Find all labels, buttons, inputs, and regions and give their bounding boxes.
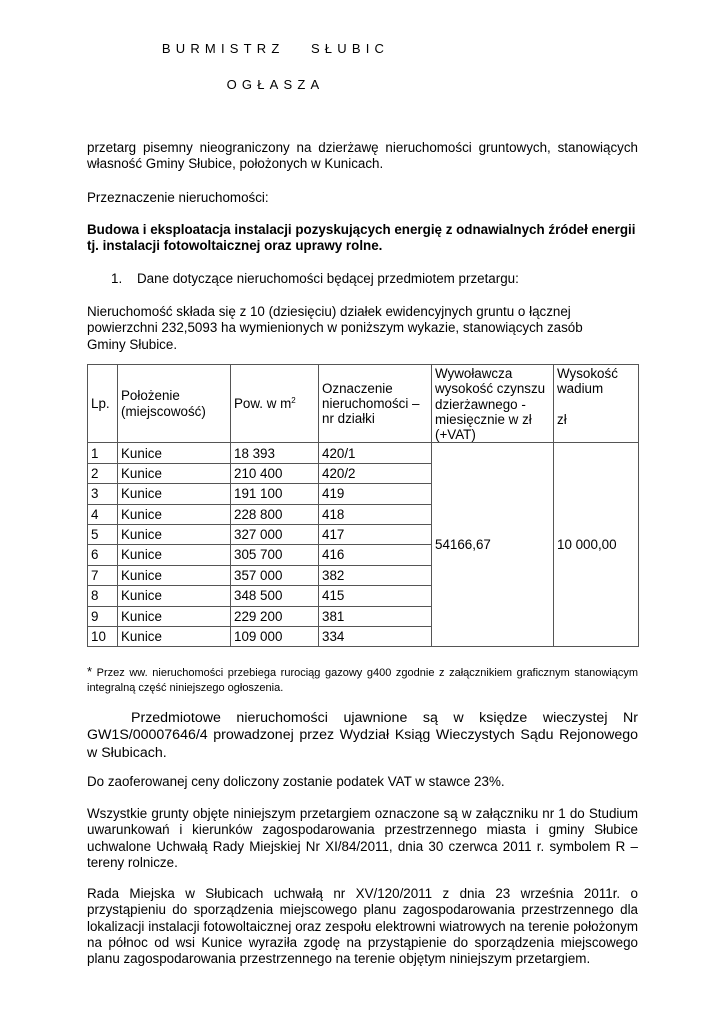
vat-note: Do zaoferowanej ceny doliczony zostanie podatek VAT w stawce 23%. [87, 774, 505, 789]
header-deposit-title: Wysokość wadium [557, 366, 618, 397]
section-number: 1. [111, 271, 123, 286]
cell-location: Kunice [118, 565, 231, 585]
land-register-text: Przedmiotowe nieruchomości ujawnione są w księdze wieczystej Nr GW1S/00007646/4 prowadzonej przez Wydział Ksiąg Wieczystych Sądu Rejonowego w Słubicach. [87, 710, 638, 761]
header-area [231, 365, 319, 443]
cell-parcel: 418 [319, 504, 432, 524]
cell-location: Kunice [118, 504, 231, 524]
cell-parcel: 415 [319, 586, 432, 606]
cell-area: 348 500 [231, 586, 319, 606]
header-area-text: Pow. w m [234, 396, 292, 412]
purpose-text: Budowa i eksploatacja instalacji pozyskujących energię z odnawialnych źródeł energii tj. instalacji fotowoltaicznej oraz uprawy rolne. [87, 222, 636, 254]
cell-location: Kunice [118, 463, 231, 483]
cell-parcel: 416 [319, 545, 432, 565]
cell-location: Kunice [118, 525, 231, 545]
cell-lp: 1 [88, 443, 118, 463]
header-area-sup: 2 [291, 396, 296, 406]
cell-location: Kunice [118, 484, 231, 504]
cell-parcel: 417 [319, 525, 432, 545]
study-note: Wszystkie grunty objęte niniejszym przetargiem oznaczone są w załączniku nr 1 do Studium uwarunkowań i kierunków zagospodarowania przestrzennego miasta i gminy Słubice uchwalone Uchwałą Rady Miejskiej Nr XI/84/2011, dnia 30 czerwca 2011 r. symbolem R – tereny rolnicze. [87, 806, 638, 870]
cell-lp: 6 [88, 545, 118, 565]
cell-location: Kunice [118, 606, 231, 626]
cell-area: 191 100 [231, 484, 319, 504]
cell-location: Kunice [118, 586, 231, 606]
council-resolution: Rada Miejska w Słubicach uchwałą nr XV/120/2011 z dnia 23 września 2011r. o przystąpieniu do sporządzenia miejscowego planu zagospodarowania przestrzennego dla lokalizacji instalacji fotowoltaicznej oraz zespołu elektrowni wiatrowych na terenie położonym na północ od wsi Kunice wyraziła zgodę na przystąpienie do sporządzenia miejscowego planu zagospodarowania przestrzennego na terenie objętym niniejszym przetargiem. [87, 886, 638, 967]
cell-lp: 4 [88, 504, 118, 524]
cell-area: 357 000 [231, 565, 319, 585]
footnote [87, 664, 638, 696]
cell-area: 109 000 [231, 627, 319, 647]
header-lp: Lp. [88, 365, 118, 443]
cell-parcel: 381 [319, 606, 432, 626]
cell-parcel: 419 [319, 484, 432, 504]
table-header-row [88, 365, 639, 443]
document-subtitle: OGŁASZA [226, 77, 325, 92]
cell-area: 228 800 [231, 504, 319, 524]
cell-parcel: 420/1 [319, 443, 432, 463]
parcels-table [87, 364, 639, 647]
cell-parcel: 334 [319, 627, 432, 647]
cell-rent-value: 54166,67 [432, 443, 554, 647]
cell-lp: 7 [88, 565, 118, 585]
cell-location: Kunice [118, 545, 231, 565]
cell-area: 229 200 [231, 606, 319, 626]
table-row [88, 443, 639, 463]
cell-lp: 2 [88, 463, 118, 483]
cell-lp: 9 [88, 606, 118, 626]
header-parcel: Oznaczenie nieruchomości – nr działki [319, 365, 432, 443]
footnote-marker: * [87, 664, 93, 679]
purpose-label: Przeznaczenie nieruchomości: [87, 190, 269, 205]
cell-location: Kunice [118, 443, 231, 463]
cell-lp: 3 [88, 484, 118, 504]
cell-parcel: 382 [319, 565, 432, 585]
section-heading [111, 271, 631, 287]
cell-area: 305 700 [231, 545, 319, 565]
header-deposit-unit: zł [557, 411, 567, 427]
cell-lp: 10 [88, 627, 118, 647]
footnote-text: Przez ww. nieruchomości przebiega rurociąg gazowy g400 zgodnie z załącznikiem graficznym stanowiącym integralną część niniejszego ogłoszenia. [87, 667, 638, 694]
property-description: Nieruchomość składa się z 10 (dziesięciu) działek ewidencyjnych gruntu o łącznej powierzchni 232,5093 ha wymienionych w poniższym wykazie, stanowiących zasób Gminy Słubice. [87, 304, 583, 352]
header-rent: Wywoławcza wysokość czynszu dzierżawnego - miesięcznie w zł (+VAT) [432, 365, 554, 443]
cell-location: Kunice [118, 627, 231, 647]
cell-area: 18 393 [231, 443, 319, 463]
section-title: Dane dotyczące nieruchomości będącej przedmiotem przetargu: [137, 271, 519, 286]
document-title: BURMISTRZ SŁUBIC [161, 41, 390, 56]
cell-parcel: 420/2 [319, 463, 432, 483]
cell-lp: 5 [88, 525, 118, 545]
cell-deposit-value: 10 000,00 [554, 443, 639, 647]
header-deposit [554, 365, 639, 443]
cell-area: 327 000 [231, 525, 319, 545]
land-register-paragraph [87, 710, 638, 762]
header-location: Położenie (miejscowość) [118, 365, 231, 443]
cell-area: 210 400 [231, 463, 319, 483]
cell-lp: 8 [88, 586, 118, 606]
intro-paragraph: przetarg pisemny nieograniczony na dzierżawę nieruchomości gruntowych, stanowiących własność Gminy Słubice, położonych w Kunicach. [87, 140, 638, 172]
